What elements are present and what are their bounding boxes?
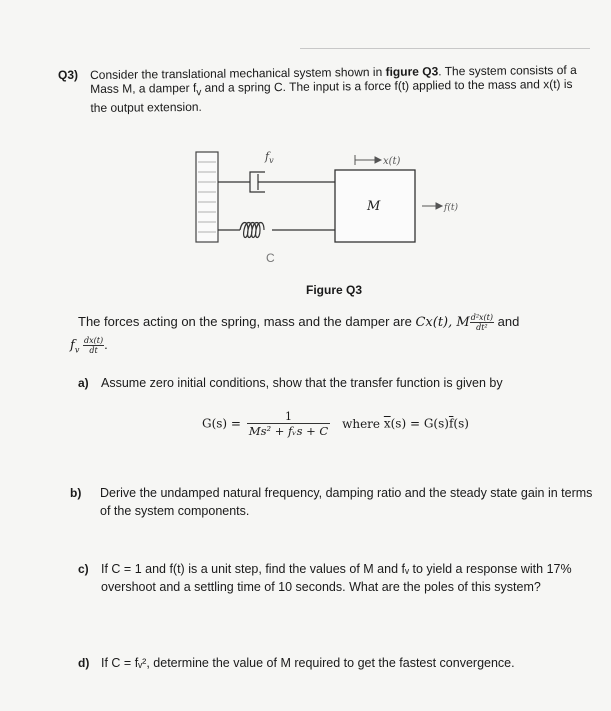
mass-derivative-denominator: dt² (476, 323, 488, 332)
tf-lhs: G(s) = (202, 416, 241, 431)
intro-text-2: . The system consists of a Mass M, a damper f (90, 62, 577, 96)
part-a-text: Assume zero initial conditions, show that the transfer function is given by (101, 376, 503, 390)
part-d-text: If C = fᵥ², determine the value of M required to get the fastest convergence. (101, 656, 515, 670)
damper-force-term (70, 336, 108, 355)
top-rule (300, 48, 590, 49)
damper-derivative-fraction (83, 336, 104, 355)
tf-fraction (247, 410, 330, 438)
damper-label: $f_v$ (265, 150, 274, 165)
tf-numerator: 1 (247, 410, 330, 424)
tf-relation-end: (s) (453, 416, 469, 431)
displacement-label: x(t) (383, 156, 401, 167)
transfer-function (202, 410, 469, 438)
mass-derivative-fraction (470, 313, 494, 332)
tf-where: where (342, 416, 381, 431)
intro-text-1: Consider the translational mechanical system shown in (90, 64, 386, 82)
spring-label: C (266, 251, 275, 265)
part-c-label: c) (78, 562, 89, 576)
part-b-text: Derive the undamped natural frequency, damping ratio and the steady state gain in terms of the system components. (100, 486, 593, 518)
fixed-wall (196, 152, 218, 242)
mass-label: M (367, 199, 381, 214)
forces-end: . (104, 336, 108, 352)
spring-mass-terms: Cx(t), M (415, 314, 470, 330)
tf-relation-f: $\overline{f}$ (448, 416, 454, 431)
force-arrow (422, 203, 442, 209)
forces-statement (78, 313, 519, 332)
figure-reference: figure Q3 (385, 64, 439, 79)
intro-text-3: and a spring C. The input is a force f(t) applied to the mass and x(t) is the output extension. (90, 76, 573, 116)
mechanical-system-diagram (190, 140, 458, 270)
forces-and: and (494, 313, 520, 329)
part-a-label: a) (78, 376, 89, 390)
figure-caption: Figure Q3 (306, 283, 363, 297)
damper-derivative-numerator: dx(t) (83, 336, 104, 345)
part-d-label: d) (78, 656, 90, 670)
tf-denominator: Ms² + fᵥs + C (248, 424, 329, 438)
forces-text: The forces acting on the spring, mass and the damper are (78, 313, 416, 329)
spring (218, 223, 335, 238)
tf-relation (384, 417, 469, 431)
damper-coefficient-sub: v (74, 345, 80, 355)
intro-subscript: v (196, 87, 202, 99)
damper-coefficient: f (70, 337, 75, 353)
damper-derivative-denominator: dt (89, 346, 98, 355)
part-c-text: If C = 1 and f(t) is a unit step, find the values of M and fᵥ to yield a response with 17% overshoot and a settling time of 10 seconds. What are the poles of this system? (101, 562, 572, 594)
mass-derivative-numerator: d²x(t) (470, 313, 493, 322)
question-intro (90, 63, 590, 116)
part-b-label: b) (70, 486, 82, 500)
displacement-arrow (355, 155, 381, 165)
damper (218, 172, 335, 192)
tf-relation-mid: (s) = G(s) (390, 416, 449, 431)
question-number: Q3) (58, 68, 79, 82)
diagram-svg (190, 140, 458, 270)
force-label: f(t) (444, 203, 458, 213)
tf-relation-x: $\overline{x}$ (383, 416, 391, 431)
